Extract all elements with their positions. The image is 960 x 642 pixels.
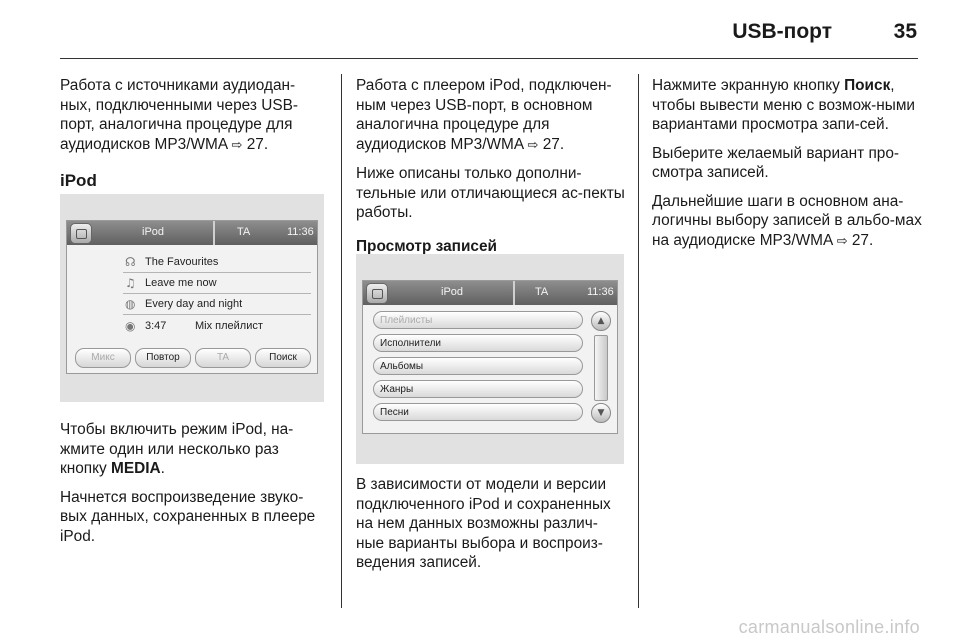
- paragraph: Нажмите экранную кнопку Поиск, чтобы вывести меню с возмож-ными вариантами просмотра запи-сей.: [652, 77, 916, 133]
- scroll-down-icon[interactable]: ▼: [591, 403, 611, 423]
- playlist-name: Mix плейлист: [195, 320, 263, 332]
- source-label: iPod: [441, 286, 464, 298]
- column-2: [356, 76, 626, 256]
- column-1-lower: [60, 420, 326, 555]
- list-item-albums[interactable]: Альбомы: [373, 357, 583, 375]
- track-item: The Favourites: [145, 256, 219, 268]
- watermark: carmanualsonline.info: [738, 617, 920, 637]
- track-item: Every day and night: [145, 298, 243, 310]
- scrollbar[interactable]: [594, 335, 608, 401]
- page-number: 35: [893, 20, 917, 43]
- clock: 11:36: [287, 226, 314, 238]
- section-heading: Просмотр записей: [356, 237, 497, 255]
- home-icon: [70, 223, 92, 244]
- list-item-artists[interactable]: Исполнители: [373, 334, 583, 352]
- list-item-playlists[interactable]: Плейлисты: [373, 311, 583, 329]
- paragraph: Работа с источниками аудиодан-ных, подключенными через USB-порт, аналогична процедуре для аудиодисков MP3/WMA ⇨ 27.: [60, 77, 298, 153]
- ipod-player-screenshot: [60, 194, 324, 402]
- paragraph: В зависимости от модели и версии подключенного iPod и сохраненных на нем данных возможны различ-ные варианты выбора и воспроиз-ведения записей.: [356, 476, 611, 571]
- elapsed-time: 3:47: [145, 320, 167, 332]
- reference-arrow-icon: ⇨: [836, 233, 848, 249]
- repeat-button[interactable]: Повтор: [135, 348, 191, 368]
- ta-button[interactable]: TA: [195, 348, 251, 368]
- reference-arrow-icon: ⇨: [231, 137, 243, 153]
- clock: 11:36: [587, 286, 614, 298]
- track-item: Leave me now: [145, 277, 217, 289]
- ipod-icon: ☊: [125, 255, 136, 269]
- source-label: iPod: [142, 226, 165, 238]
- ta-label: TA: [237, 226, 251, 238]
- reference-arrow-icon: ⇨: [527, 137, 539, 153]
- column-1: [60, 76, 326, 191]
- column-3: [652, 76, 922, 260]
- mix-button[interactable]: Микс: [75, 348, 131, 368]
- scroll-up-icon[interactable]: ▲: [591, 311, 611, 331]
- page-header-title: USB-порт: [732, 20, 832, 43]
- ta-label: TA: [535, 286, 549, 298]
- paragraph: Дальнейшие шаги в основном ана-логичны выбору записей в альбо-мах на аудиодиске MP3/WMA ⇨ 27.: [652, 192, 922, 249]
- music-note-icon: ♫: [125, 276, 136, 290]
- paragraph: Выберите желаемый вариант про-смотра записей.: [652, 144, 900, 181]
- paragraph: Работа с плеером iPod, подключен-ным через USB-порт, в основном аналогична процедуре для аудиодисков MP3/WMA ⇨ 27.: [356, 77, 612, 153]
- search-button[interactable]: Поиск: [255, 348, 311, 368]
- paragraph: Чтобы включить режим iPod, на-жмите один или несколько раз кнопку MEDIA.: [60, 421, 294, 477]
- column-2-lower: [356, 475, 626, 582]
- section-heading: iPod: [60, 171, 97, 190]
- column-divider-2: [638, 74, 639, 608]
- list-item-songs[interactable]: Песни: [373, 403, 583, 421]
- home-icon: [366, 283, 388, 304]
- header-rule: [60, 58, 918, 59]
- playlist-icon: ◉: [125, 319, 136, 333]
- ipod-browse-screenshot: [356, 254, 624, 464]
- paragraph: Ниже описаны только дополни-тельные или отличающиеся ас-пекты работы.: [356, 165, 625, 221]
- list-item-genres[interactable]: Жанры: [373, 380, 583, 398]
- paragraph: Начнется воспроизведение звуко-вых данных, сохраненных в плеере iPod.: [60, 488, 316, 545]
- column-divider-1: [341, 74, 342, 608]
- disc-icon: ◍: [125, 297, 136, 311]
